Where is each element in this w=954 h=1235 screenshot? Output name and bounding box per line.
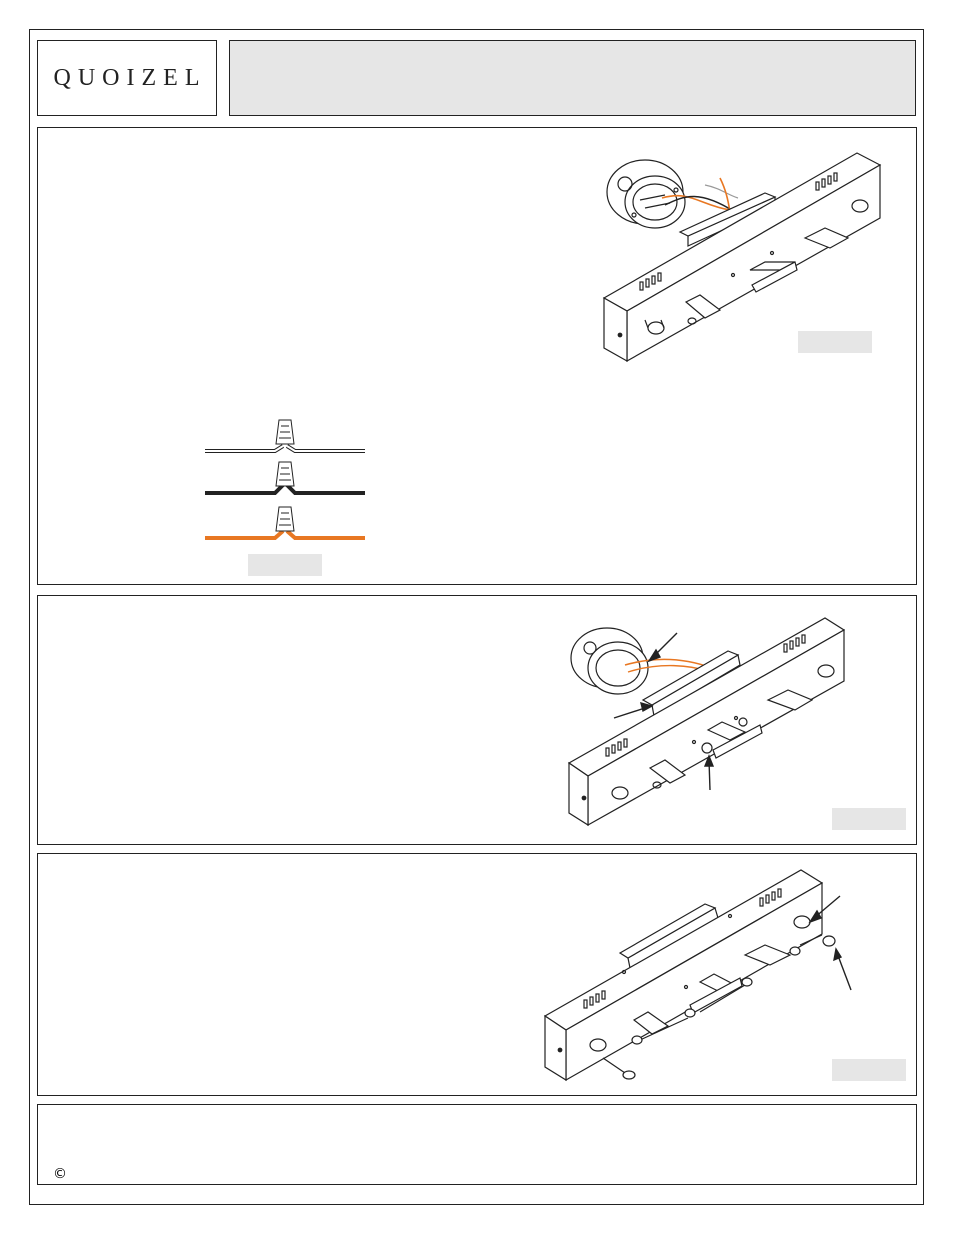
footer-panel	[37, 1104, 917, 1185]
copyright-icon: ©	[53, 1166, 67, 1182]
step-3-figure-label	[832, 1059, 906, 1081]
brand-logo: QUOIZEL	[53, 64, 207, 91]
